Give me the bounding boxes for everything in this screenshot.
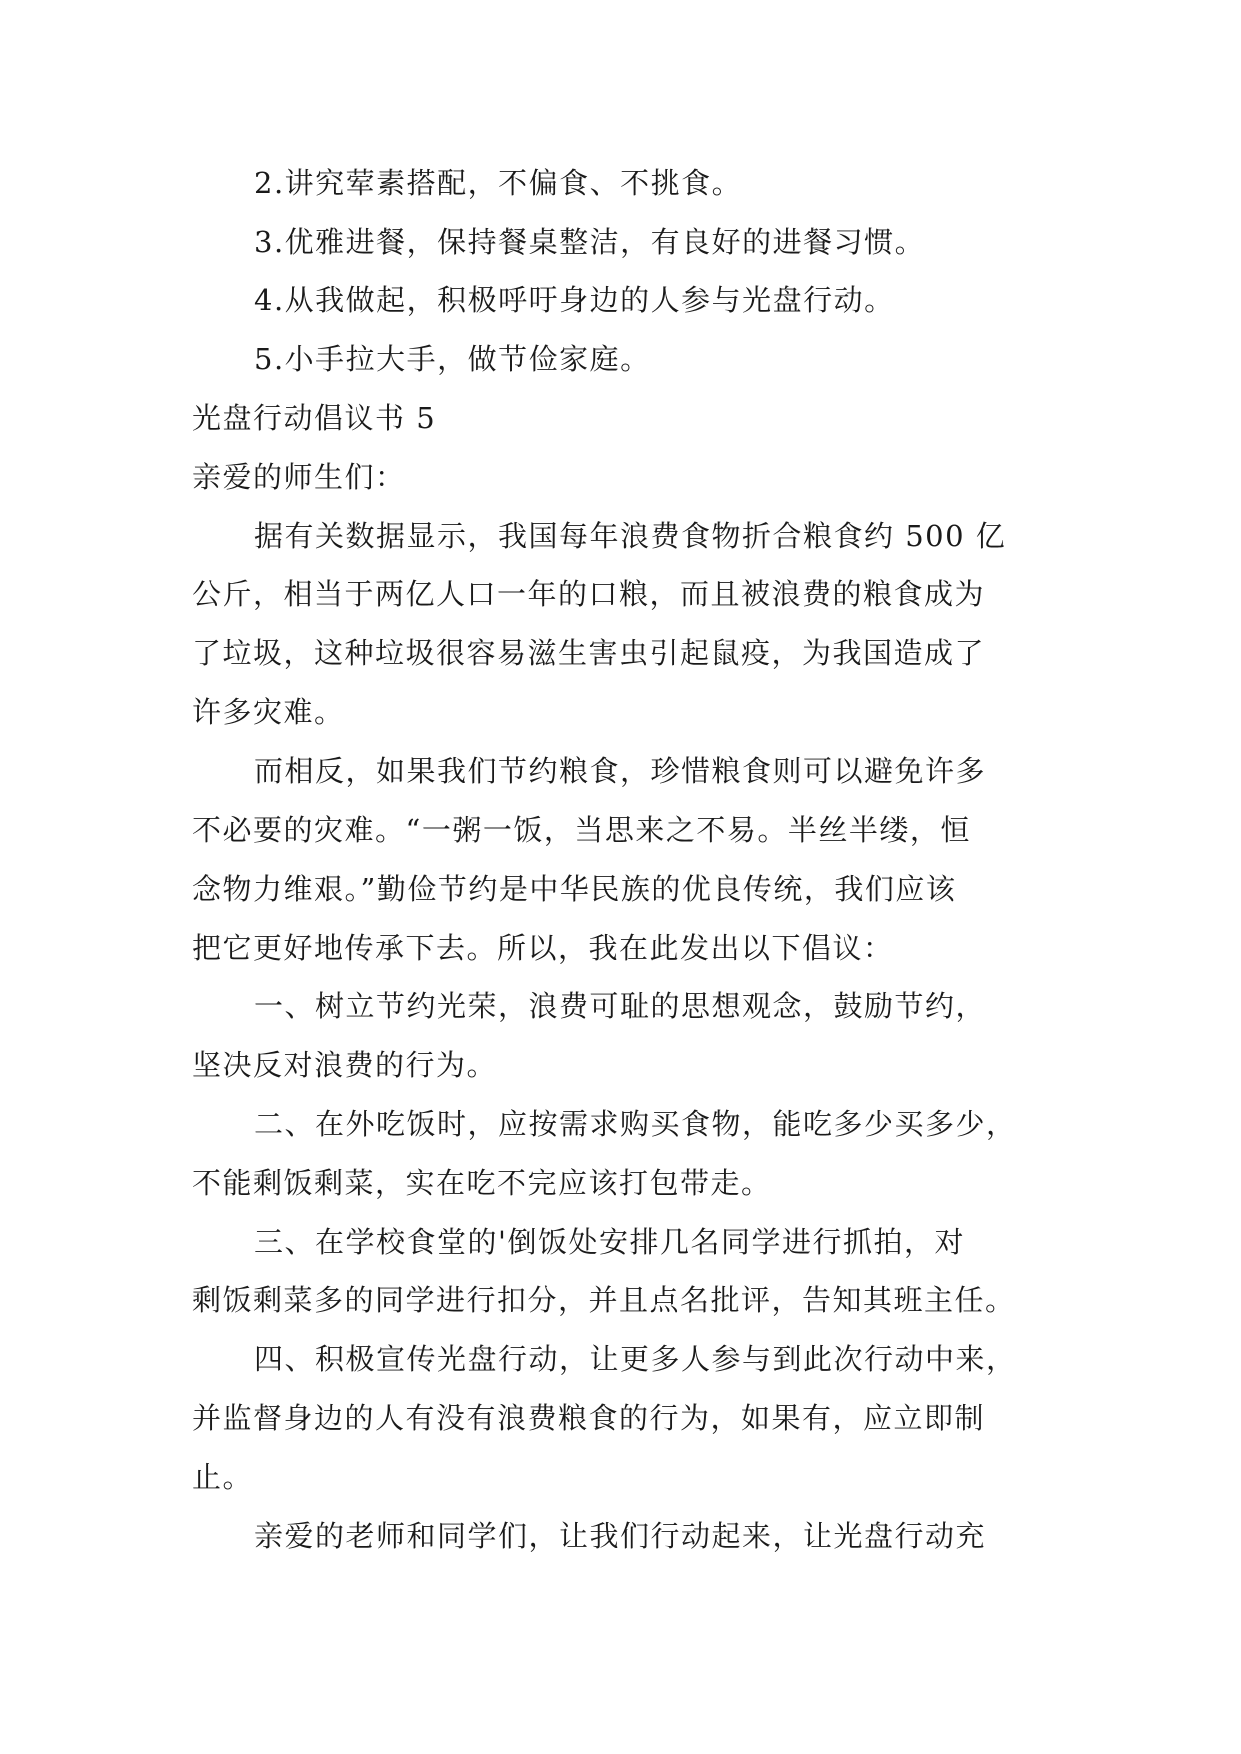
paragraph-1-line-3: 了垃圾，这种垃圾很容易滋生害虫引起鼠疫，为我国造成了 [192, 636, 986, 670]
list-item-3: 3.优雅进餐，保持餐桌整洁，有良好的进餐习惯。 [254, 225, 926, 259]
paragraph-6-line-2: 并监督身边的人有没有浪费粮食的行为，如果有，应立即制 [192, 1401, 986, 1435]
list-item-2: 2.讲究荤素搭配，不偏食、不挑食。 [254, 166, 743, 200]
paragraph-3-line-1: 一、树立节约光荣，浪费可耻的思想观念，鼓励节约， [254, 989, 987, 1023]
paragraph-2-line-4: 把它更好地传承下去。所以，我在此发出以下倡议： [192, 931, 894, 965]
paragraph-1-line-2: 公斤，相当于两亿人口一年的口粮，而且被浪费的粮食成为 [192, 577, 986, 611]
paragraph-5-line-1: 三、在学校食堂的'倒饭处安排几名同学进行抓拍，对 [254, 1225, 965, 1259]
section-title: 光盘行动倡议书 5 [192, 401, 437, 435]
paragraph-5-line-2: 剩饭剩菜多的同学进行扣分，并且点名批评，告知其班主任。 [192, 1283, 1016, 1317]
paragraph-6-line-1: 四、积极宣传光盘行动，让更多人参与到此次行动中来， [254, 1342, 1017, 1376]
paragraph-3-line-2: 坚决反对浪费的行为。 [192, 1048, 498, 1082]
paragraph-2-line-3: 念物力维艰。”勤俭节约是中华民族的优良传统，我们应该 [192, 872, 957, 906]
paragraph-2-line-1: 而相反，如果我们节约粮食，珍惜粮食则可以避免许多 [254, 754, 987, 788]
salutation: 亲爱的师生们： [192, 460, 406, 494]
paragraph-4-line-2: 不能剩饭剩菜，实在吃不完应该打包带走。 [192, 1166, 772, 1200]
paragraph-1-line-4: 许多灾难。 [192, 695, 345, 729]
list-item-5: 5.小手拉大手，做节俭家庭。 [254, 342, 651, 376]
paragraph-1-line-1: 据有关数据显示，我国每年浪费食物折合粮食约 500 亿 [254, 519, 1007, 553]
list-item-4: 4.从我做起，积极呼吁身边的人参与光盘行动。 [254, 283, 895, 317]
paragraph-4-line-1: 二、在外吃饭时，应按需求购买食物，能吃多少买多少， [254, 1107, 1017, 1141]
paragraph-2-line-2: 不必要的灾难。“一粥一饭，当思来之不易。半丝半缕，恒 [192, 813, 971, 847]
paragraph-6-line-3: 止。 [192, 1460, 254, 1494]
paragraph-7-line-1: 亲爱的老师和同学们，让我们行动起来，让光盘行动充 [254, 1519, 987, 1553]
